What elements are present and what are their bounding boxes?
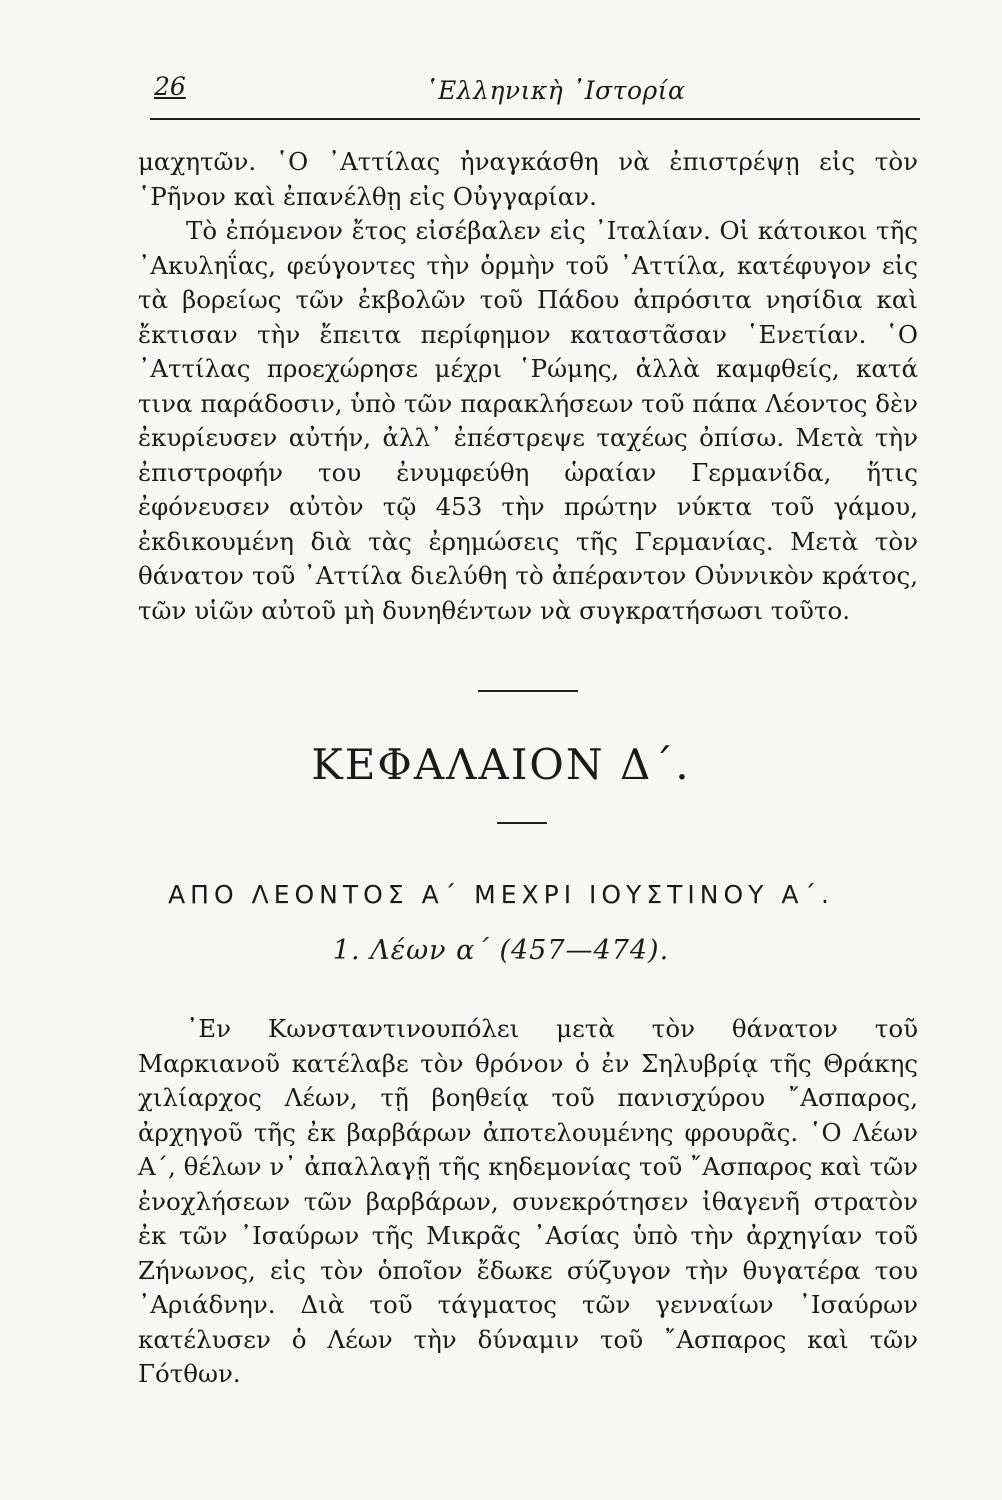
page-number: 26 bbox=[154, 72, 186, 101]
running-header bbox=[150, 68, 920, 120]
paragraph-leo: ᾿Εν Κωνσταντινουπόλει μετὰ τὸν θάνατον τοῦ Μαρκιανοῦ κατέλαβε τὸν θρόνον ὁ ἐν Σηλυβρίᾳ τῆς Θράκης χιλίαρχος Λέων, τῇ βοηθείᾳ τοῦ πανισχύρου ῎Ασπαρος, ἀρχηγοῦ τῆς ἐκ βαρβάρων ἀποτελουμένης φρουρᾶς. ῾Ο Λέων Α΄, θέλων ν᾿ ἀπαλλαγῇ τῆς κηδεμονίας τοῦ ῎Ασπαρος καὶ τῶν ἐνοχλήσεων τῶν βαρβάρων, συνεκρότησεν ἰθαγενῆ στρατὸν ἐκ τῶν ᾿Ισαύρων τῆς Μικρᾶς ᾿Ασίας ὑπὸ τὴν ἀρχηγίαν τοῦ Ζήνωνος, εἰς τὸν ὁποῖον ἔδωκε σύζυγον τὴν θυγατέρα του ᾿Αριάδνην. Διὰ τοῦ τάγματος τῶν γενναίων ᾿Ισαύρων κατέλυσεν ὁ Λέων τὴν δύναμιν τοῦ ῎Ασπαρος καὶ τῶν Γότθων. bbox=[138, 1014, 918, 1388]
chapter-heading: ΚΕΦΑΛΑΙΟΝ Δ΄. bbox=[311, 740, 691, 789]
running-title: ῾Ελληνικὴ ᾿Ιστορία bbox=[425, 76, 686, 105]
section-divider-rule bbox=[478, 690, 578, 692]
top-text-block bbox=[138, 145, 918, 628]
paragraph-attila: Τὸ ἐπόμενον ἔτος εἰσέβαλεν εἰς ᾿Ιταλίαν. Οἱ κάτοικοι τῆς ᾿Ακυληΐας, φεύγοντες τὴν ὁρμὴν τοῦ ᾿Αττίλα, κατέφυγον εἰς τὰ βορείως τῶν ἐκβολῶν τοῦ Πάδου ἀπρόσιτα νησίδια καὶ ἔκτισαν τὴν ἔπειτα περίφημον καταστᾶσαν ῾Ενετίαν. ῾Ο ᾿Αττίλας προεχώρησε μέχρι ῾Ρώμης, ἀλλὰ καμφθείς, κατά τινα παράδοσιν, ὑπὸ τῶν παρακλήσεων τοῦ πάπα Λέοντος δὲν ἐκυρίευσεν αὐτήν, ἀλλ᾿ ἐπέστρεψε ταχέως ὀπίσω. Μετὰ τὴν ἐπιστροφήν του ἐνυμφεύθη ὡραίαν Γερμανίδα, ἥτις ἐφόνευσεν αὐτὸν τῷ 453 τὴν πρώτην νύκτα τοῦ γάμου, ἐκδικουμένη διὰ τὰς ἐρημώσεις τῆς Γερμανίας. Μετὰ τὸν θάνατον τοῦ ᾿Αττίλα διελύθη τὸ ἀπέραντον Οὐννικὸν κράτος, τῶν υἱῶν αὐτοῦ μὴ δυνηθέντων νὰ συγκρατήσωσι τοῦτο. bbox=[138, 216, 918, 625]
subsection-title: 1. Λέων α΄ (457—474). bbox=[332, 935, 670, 966]
paragraph-continuation: μαχητῶν. ῾Ο ᾿Αττίλας ἠναγκάσθη νὰ ἐπιστρέψῃ εἰς τὸν ῾Ρῆνον καὶ ἐπανέλθῃ εἰς Οὐγγαρίαν. bbox=[138, 147, 918, 211]
bottom-text-block bbox=[138, 1012, 918, 1392]
chapter-title: ΑΠΟ ΛΕΟΝΤΟΣ Α΄ ΜΕΧΡΙ ΙΟΥΣΤΙΝΟΥ Α΄. bbox=[168, 880, 834, 909]
chapter-underline-rule bbox=[497, 822, 547, 824]
